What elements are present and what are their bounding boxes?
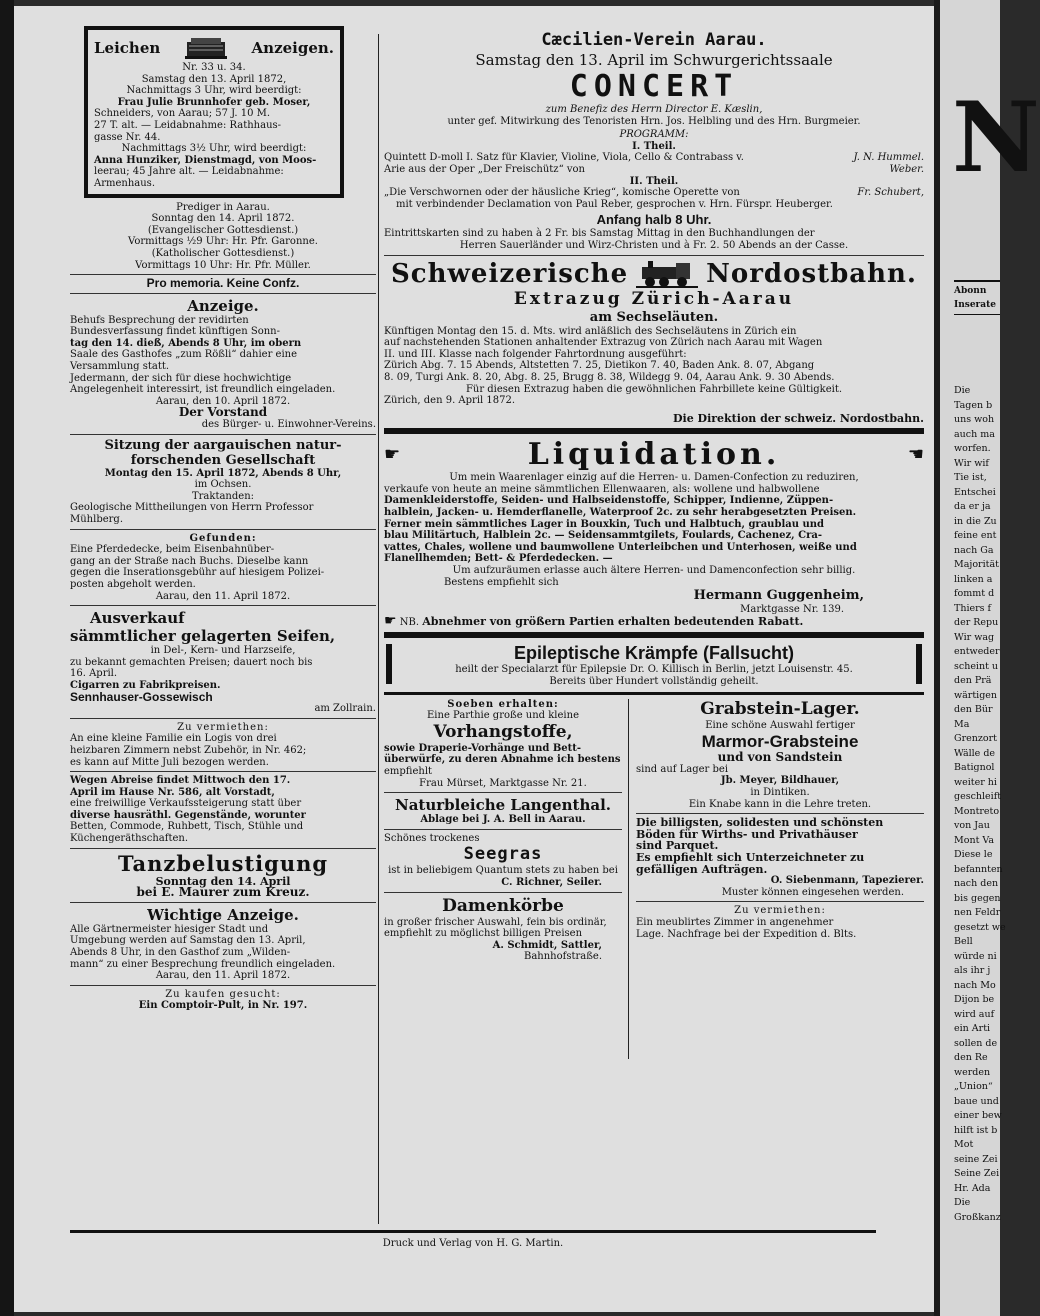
ausverkauf-title: Ausverkauf bbox=[90, 609, 185, 628]
damenkorbe-title: Damenkörbe bbox=[442, 895, 564, 916]
death-line: leerau; 45 Jahre alt. — Leidabnahme: bbox=[94, 166, 284, 178]
facing-page-line: Mot bbox=[954, 1139, 974, 1150]
nordostbahn-line: auf nachstehenden Stationen anhaltender Extrazug von Zürich nach Aarau mit Wagen bbox=[384, 337, 823, 349]
nordostbahn-title-right: Nordostbahn. bbox=[706, 258, 917, 289]
divider bbox=[70, 985, 376, 986]
concert-tickets: Herren Sauerländer und Wirz-Christen und à Fr. 2. 50 Abends an der Casse. bbox=[459, 239, 849, 251]
kaufen-title: Zu kaufen gesucht: bbox=[165, 988, 281, 1000]
anzeige-line: Saale des Gasthofes „zum Rößli“ dahier eine bbox=[70, 349, 298, 361]
facing-page-line: Bell bbox=[954, 936, 973, 947]
death-notices-numbers: Nr. 33 u. 34. bbox=[182, 62, 246, 73]
facing-page-inserate: Inserate bbox=[954, 300, 997, 310]
nordostbahn-line: Künftigen Montag den 15. d. Mts. wird anläßlich des Sechseläutens in Zürich ein bbox=[384, 325, 797, 337]
concert-item-author: Fr. Schubert, bbox=[857, 187, 924, 199]
concert-programm: PROGRAMM: bbox=[619, 129, 689, 141]
column-divider bbox=[628, 699, 629, 1059]
liquidation-line: Um mein Waarenlager einzig auf die Herren- u. Damen-Confection zu reduziren, bbox=[449, 472, 859, 484]
abreise-line: Betten, Commode, Ruhbett, Tisch, Stühle und bbox=[70, 821, 304, 833]
grabstein-line: und von Sandstein bbox=[717, 750, 843, 765]
abreise-line: Küchengeräthschaften. bbox=[70, 833, 189, 845]
concert-part-1: I. Theil. bbox=[632, 140, 676, 152]
locomotive-icon bbox=[636, 259, 698, 289]
abreise-line: diverse hausräthl. Gegenstände, worunter bbox=[70, 809, 306, 821]
facing-page-line: „Union“ bbox=[954, 1081, 993, 1092]
kaufen-notice bbox=[70, 989, 376, 1012]
divider bbox=[954, 314, 1000, 315]
parquet-line: Die billigsten, solidesten und schönsten bbox=[636, 816, 884, 830]
abreise-line: Wegen Abreise findet Mittwoch den 17. bbox=[70, 775, 291, 787]
epilepsie-line: Bereits über Hundert vollständig geheilt. bbox=[549, 676, 759, 687]
concert-start: Anfang halb 8 Uhr. bbox=[596, 212, 712, 228]
pointing-hand-left-icon: ☚ bbox=[907, 444, 924, 466]
footer-rule bbox=[70, 1230, 876, 1233]
epilepsie-title: Epileptische Krämpfe (Fallsucht) bbox=[513, 643, 795, 664]
facing-page-line: Majorität bbox=[954, 559, 999, 570]
damenkorbe-line: in großer frischer Auswahl, fein bis ordinär, bbox=[384, 916, 607, 928]
facing-page-line: feine ent bbox=[954, 530, 997, 541]
grabstein-place: in Dintiken. bbox=[750, 786, 810, 798]
facing-page-line: Mont Va bbox=[954, 834, 995, 846]
preachers-line: (Katholischer Gottesdienst.) bbox=[151, 247, 295, 259]
ausverkauf-notice bbox=[70, 609, 376, 715]
facing-page-line: von Jau bbox=[954, 820, 990, 831]
seegras-pre: Schönes trockenes bbox=[384, 832, 480, 844]
column-4 bbox=[636, 699, 924, 941]
preachers-line: Vormittags 10 Uhr: Hr. Pfr. Müller. bbox=[135, 259, 311, 271]
divider bbox=[636, 813, 924, 814]
sitzung-line: im Ochsen. bbox=[194, 479, 252, 491]
death-line: Frau Julie Brunnhofer geb. Moser, bbox=[117, 96, 311, 108]
wichtige-title: Wichtige Anzeige. bbox=[147, 905, 299, 924]
anzeige-title: Anzeige. bbox=[187, 296, 259, 315]
soeben-ad bbox=[384, 699, 622, 790]
newspaper-page bbox=[14, 6, 936, 1312]
tanz-line: bei E. Maurer zum Kreuz. bbox=[136, 885, 310, 900]
vermiethen-ad bbox=[636, 905, 924, 940]
facing-page-line: Die bbox=[954, 1197, 971, 1208]
naturbleiche-line: Ablage bei J. A. Bell in Aarau. bbox=[420, 814, 586, 826]
abreise-notice bbox=[70, 775, 376, 845]
divider bbox=[70, 434, 376, 435]
facing-page-line: würde ni bbox=[954, 950, 997, 962]
liquidation-line: verkaufe von heute an meine sämmtlichen Ellenwaaren, als: wollene und halbwollene bbox=[384, 483, 820, 495]
kaufen-line: Ein Comptoir-Pult, in Nr. 197. bbox=[138, 1000, 308, 1012]
liquidation-ad bbox=[384, 438, 924, 628]
divider bbox=[954, 280, 1000, 282]
concert-benefiz: zum Benefiz des Herrn Director E. Kæslin, bbox=[545, 104, 763, 115]
preachers-line: Vormittags ½9 Uhr: Hr. Pfr. Garonne. bbox=[128, 236, 318, 248]
naturbleiche-ad bbox=[384, 796, 622, 826]
facing-page-line: uns woh bbox=[954, 414, 995, 425]
vermiethen-title: Zu vermiethen: bbox=[177, 721, 269, 733]
facing-page-line: Seine Zei bbox=[954, 1168, 1000, 1179]
facing-page-line: gesetzt we bbox=[954, 921, 1006, 933]
pro-memoria: Pro memoria. Keine Confz. bbox=[146, 276, 300, 291]
liquidation-nb-text: Abnehmer von größern Partien erhalten bedeutenden Rabatt. bbox=[422, 614, 804, 628]
wichtige-notice bbox=[70, 906, 376, 982]
anzeige-line: Jedermann, der sich für diese hochwichtige bbox=[70, 372, 292, 384]
pointing-hand-right-icon: ☛ bbox=[384, 612, 397, 629]
anzeige-line: Behufs Besprechung der revidirten bbox=[70, 314, 249, 326]
facing-page-line: da er ja bbox=[954, 501, 991, 512]
facing-page-line: als ihr j bbox=[954, 965, 991, 976]
death-line: Schneiders, von Aarau; 57 J. 10 M. bbox=[94, 108, 271, 120]
liquidation-line: halblein, Jacken- u. Hemderflanelle, Waterproof 2c. zu sehr herabgesetzten Preisen. bbox=[384, 507, 857, 519]
facing-page-line: Wir wag bbox=[954, 631, 995, 643]
facing-page-line: Entschei bbox=[954, 486, 996, 498]
facing-page-line: baue und bbox=[954, 1095, 999, 1107]
facing-page-line: nach Mo bbox=[954, 979, 996, 991]
vermiethen-line: Ein meublirtes Zimmer in angenehmer bbox=[636, 916, 834, 928]
parquet-line: sind Parquet. bbox=[636, 839, 719, 853]
anzeige-line: tag den 14. dieß, Abends 8 Uhr, im obern bbox=[70, 337, 302, 349]
preachers-line: Sonntag den 14. April 1872. bbox=[151, 213, 295, 225]
scan-border-left bbox=[0, 0, 14, 1316]
gefunden-line: gegen die Inserationsgebühr auf hiesigem Polizei- bbox=[70, 567, 325, 579]
death-notices-box bbox=[84, 26, 344, 198]
facing-page-line: den Re bbox=[954, 1052, 988, 1063]
liquidation-line: Um aufzuräumen erlasse auch ältere Herren- und Damenconfection sehr billig. bbox=[452, 565, 856, 577]
facing-page-line: fommt d bbox=[954, 588, 995, 599]
epilepsie-bar-left bbox=[386, 644, 392, 684]
ausverkauf-line: 16. April. bbox=[70, 668, 118, 680]
facing-page-line: linken a bbox=[954, 573, 993, 585]
seegras-signature: C. Richner, Seiler. bbox=[501, 876, 602, 888]
facing-page-line: Montreto bbox=[954, 805, 1000, 817]
grabstein-line: sind auf Lager bei bbox=[636, 763, 729, 775]
facing-page-line: hilft ist b bbox=[954, 1124, 998, 1136]
facing-page-text bbox=[954, 384, 1006, 1225]
tanz-title: Tanzbelustigung bbox=[117, 850, 329, 876]
facing-page-abonn: Abonn bbox=[954, 286, 987, 296]
death-line: Samstag den 13. April 1872, bbox=[141, 73, 287, 85]
anzeige-signature-org: des Bürger- u. Einwohner-Vereins. bbox=[201, 419, 376, 431]
soeben-title: Soeben erhalten: bbox=[447, 698, 559, 710]
facing-page-line: Grenzort bbox=[954, 733, 997, 744]
vermiethen-title: Zu vermiethen: bbox=[734, 905, 826, 917]
facing-page-line: auch ma bbox=[954, 428, 995, 440]
death-notices-header-right: Anzeigen. bbox=[251, 39, 334, 57]
facing-page-line: Tie ist, bbox=[954, 472, 987, 483]
sitzung-line: Montag den 15. April 1872, Abends 8 Uhr, bbox=[104, 467, 342, 479]
facing-page-line: werden bbox=[954, 1066, 991, 1078]
vermiethen-line: es kann auf Mitte Juli bezogen werden. bbox=[70, 756, 269, 768]
concert-part-2: II. Theil. bbox=[629, 175, 679, 187]
facing-page-line: den Prä bbox=[954, 675, 992, 686]
abreise-line: eine freiwillige Verkaufssteigerung statt über bbox=[70, 798, 302, 810]
death-line: 27 T. alt. — Leidabnahme: Rathhaus- bbox=[94, 119, 282, 131]
soeben-line: empfiehlt bbox=[384, 765, 433, 777]
ausverkauf-firm: Sennhauser-Gossewisch bbox=[70, 689, 213, 704]
liquidation-title: Liquidation. bbox=[527, 437, 781, 473]
nordostbahn-subtitle: am Sechseläuten. bbox=[589, 309, 719, 325]
pointing-hand-right-icon: ☛ bbox=[384, 444, 401, 466]
facing-page-line: Tagen b bbox=[954, 399, 993, 411]
facing-page-line: befannten bbox=[954, 863, 1003, 875]
facing-page-line: einer bew bbox=[954, 1110, 1002, 1121]
tanz-notice bbox=[70, 852, 376, 899]
gefunden-line: Aarau, den 11. April 1872. bbox=[155, 590, 291, 602]
ausverkauf-place: am Zollrain. bbox=[314, 703, 376, 715]
grabstein-title: Grabstein-Lager. bbox=[700, 698, 860, 719]
facing-page-line: Die bbox=[954, 385, 971, 396]
damenkorbe-signature: A. Schmidt, Sattler, bbox=[492, 939, 602, 951]
death-line: Nachmittags 3 Uhr, wird beerdigt: bbox=[126, 85, 302, 97]
preachers-line: (Evangelischer Gottesdienst.) bbox=[147, 224, 299, 236]
grabstein-signature: Jb. Meyer, Bildhauer, bbox=[720, 775, 840, 787]
gefunden-line: posten abgeholt werden. bbox=[70, 578, 196, 590]
column-divider bbox=[378, 34, 379, 1224]
concert-ad bbox=[384, 30, 924, 252]
tanz-line: Sonntag den 14. April bbox=[155, 874, 291, 888]
vermiethen-line: An eine kleine Familie ein Logis von drei bbox=[70, 733, 277, 745]
anzeige-line: Bundesverfassung findet künftigen Sonn- bbox=[70, 326, 280, 338]
concert-program-item bbox=[384, 187, 924, 199]
divider bbox=[384, 792, 622, 793]
nordostbahn-title-left: Schweizerische bbox=[391, 258, 629, 289]
liquidation-line: Flanellhemden; Bett- & Pferdedecken. — bbox=[384, 553, 613, 565]
death-line: Anna Hunziker, Dienstmagd, von Moos- bbox=[94, 154, 317, 166]
anzeige-notice bbox=[70, 297, 376, 431]
soeben-line: Eine Parthie große und kleine bbox=[427, 710, 579, 722]
bottom-ads bbox=[384, 699, 924, 1069]
facing-page-line: Wälle de bbox=[954, 747, 996, 759]
facing-page-line: Ma bbox=[954, 718, 970, 730]
soeben-line: sowie Draperie-Vorhänge und Bett- bbox=[384, 742, 582, 754]
sitzung-line: Geologische Mittheilungen von Herrn Professor bbox=[70, 502, 314, 514]
facing-page-line: den Bür bbox=[954, 704, 993, 715]
imprint: Druck und Verlag von H. G. Martin. bbox=[382, 1238, 564, 1249]
seegras-ad bbox=[384, 833, 622, 889]
facing-page-line: nach den bbox=[954, 878, 999, 889]
liquidation-nb-label: NB. bbox=[399, 616, 420, 628]
gefunden-line: Eine Pferdedecke, beim Eisenbahnüber- bbox=[70, 544, 275, 556]
concert-date: Samstag den 13. April im Schwurgerichtssaale bbox=[475, 51, 833, 69]
facing-page-edge bbox=[940, 0, 1040, 1316]
damenkorbe-ad bbox=[384, 896, 622, 963]
vermiethen-line: Lage. Nachfrage bei der Expedition d. Blts. bbox=[636, 928, 857, 940]
concert-program-item bbox=[384, 164, 924, 176]
parquet-line: Böden für Wirths- und Privathäuser bbox=[636, 827, 858, 841]
facing-page-line: worfen. bbox=[954, 443, 991, 454]
facing-page-line: Hr. Ada bbox=[954, 1182, 991, 1194]
wichtige-line: Umgebung werden auf Samstag den 13. April, bbox=[70, 935, 306, 947]
facing-page-line: weiter hi bbox=[954, 776, 997, 788]
wichtige-line: Aarau, den 11. April 1872. bbox=[155, 970, 291, 982]
concert-item-text: Quintett D-moll I. Satz für Klavier, Violine, Viola, Cello & Contrabass v. bbox=[384, 152, 744, 164]
anzeige-line: Aarau, den 10. April 1872. bbox=[155, 395, 291, 407]
facing-page-line: sollen de bbox=[954, 1037, 998, 1049]
nordostbahn-line: Zürich Abg. 7. 15 Abends, Altstetten 7. 25, Dietikon 7. 40, Baden Ank. 8. 07, Abgang bbox=[384, 360, 815, 372]
facing-page-line: Dijon be bbox=[954, 994, 995, 1005]
soeben-big: Vorhangstoffe, bbox=[433, 721, 573, 742]
concert-item-text: Arie aus der Oper „Der Freischütz“ von bbox=[384, 163, 585, 175]
liquidation-nb bbox=[384, 612, 924, 629]
damenkorbe-line: empfiehlt zu möglichst billigen Preisen bbox=[384, 928, 583, 940]
facing-page-line: nen Feldr bbox=[954, 907, 1001, 918]
divider bbox=[70, 529, 376, 530]
facing-page-line: Wir wif bbox=[954, 457, 989, 469]
column-left bbox=[70, 26, 376, 1012]
sitzung-title: Sitzung der aargauischen natur- bbox=[104, 437, 342, 453]
sitzung-line: Mühlberg. bbox=[70, 514, 123, 525]
facing-page-initial: N bbox=[952, 81, 1040, 194]
facing-page-line: nach Ga bbox=[954, 544, 994, 556]
divider bbox=[70, 718, 376, 719]
parquet-ad bbox=[636, 817, 924, 898]
vermiethen-line: heizbaren Zimmern nebst Zubehör, in Nr. 462; bbox=[70, 744, 307, 756]
facing-page-line: wärtigen bbox=[954, 689, 998, 701]
concert-item-author: Weber. bbox=[889, 163, 924, 175]
liquidation-name: Hermann Guggenheim, bbox=[693, 588, 864, 604]
sitzung-line: Traktanden: bbox=[191, 490, 255, 502]
facing-page-line: in die Zu bbox=[954, 515, 997, 527]
divider bbox=[70, 771, 376, 772]
divider-thick bbox=[384, 428, 924, 434]
wichtige-line: Abends 8 Uhr, in den Gasthof zum „Wilden- bbox=[70, 947, 291, 959]
nordostbahn-line: II. und III. Klasse nach folgender Fahrtordnung ausgeführt: bbox=[384, 348, 687, 360]
divider bbox=[70, 293, 376, 294]
liquidation-line: blau Militärtuch, Halblein 2c. — Seidensammtgilets, Foulards, Cachenez, Cra- bbox=[384, 530, 822, 542]
vermiethen-notice bbox=[70, 722, 376, 768]
nordostbahn-line: 8. 09, Turgi Ank. 8. 20, Abg. 8. 25, Brugg 8. 38, Wildegg 9. 04, Aarau Ank. 9. 30 Abends. bbox=[384, 371, 835, 383]
anzeige-signature: Der Vorstand bbox=[178, 405, 268, 420]
divider bbox=[384, 892, 622, 893]
seegras-line: ist in beliebigem Quantum stets zu haben bei bbox=[388, 865, 618, 877]
nordostbahn-line: Für diesen Extrazug haben die gewöhnlichen Fahrbillete keine Gültigkeit. bbox=[465, 383, 843, 395]
epilepsie-ad bbox=[384, 632, 924, 694]
death-line: Armenhaus. bbox=[94, 177, 155, 189]
parquet-line: gefälligen Aufträgen. bbox=[636, 862, 768, 876]
parquet-signature: O. Siebenmann, Tapezierer. bbox=[770, 875, 924, 887]
facing-page-line: Batignol bbox=[954, 762, 995, 773]
preachers-title: Prediger in Aarau. bbox=[176, 201, 270, 213]
anzeige-line: Angelegenheit interessirt, ist freundlich eingeladen. bbox=[70, 384, 336, 396]
ausverkauf-line: in Del-, Kern- und Harzseife, bbox=[150, 645, 296, 657]
facing-page-line: Diese le bbox=[954, 849, 993, 860]
wichtige-line: Alle Gärtnermeister hiesiger Stadt und bbox=[70, 923, 269, 935]
facing-page-line: seine Zei bbox=[954, 1153, 998, 1165]
gefunden-notice bbox=[70, 533, 376, 603]
nordostbahn-ad bbox=[384, 259, 924, 425]
facing-page-line: bis gegen bbox=[954, 892, 1001, 904]
column-right bbox=[384, 30, 924, 1069]
gefunden-line: gang an der Straße nach Buchs. Dieselbe kann bbox=[70, 555, 309, 567]
divider bbox=[384, 255, 924, 256]
ausverkauf-cigarren: Cigarren zu Fabrikpreisen. bbox=[70, 679, 221, 691]
concert-item-author: J. N. Hummel. bbox=[853, 152, 924, 164]
grabstein-big: Marmor-Grabsteine bbox=[701, 732, 859, 752]
soeben-line: überwürfe, zu deren Abnahme ich bestens bbox=[384, 754, 621, 766]
parquet-line: Es empfiehlt sich Unterzeichneter zu bbox=[636, 850, 865, 864]
liquidation-line: Damenkleiderstoffe, Seiden- und Halbseidenstoffe, Schipper, Indienne, Züppen- bbox=[384, 495, 834, 507]
facing-page-line: Großkanz bbox=[954, 1211, 1001, 1223]
grabstein-lehre: Ein Knabe kann in die Lehre treten. bbox=[688, 798, 872, 810]
nordostbahn-signature: Die Direktion der schweiz. Nordostbahn. bbox=[673, 411, 924, 425]
column-3 bbox=[384, 699, 622, 963]
facing-page-line: Thiers f bbox=[954, 602, 992, 614]
liquidation-address: Marktgasse Nr. 139. bbox=[740, 604, 844, 616]
grabstein-ad bbox=[636, 699, 924, 811]
parquet-muster: Muster können eingesehen werden. bbox=[721, 886, 904, 898]
epilepsie-bar-right bbox=[916, 644, 922, 684]
nordostbahn-line: Zürich, den 9. April 1872. bbox=[384, 395, 516, 407]
divider bbox=[70, 605, 376, 606]
wichtige-line: mann“ zu einer Besprechung freundlich eingeladen. bbox=[70, 958, 336, 970]
concert-item-text: „Die Verschwornen oder der häusliche Krieg“, komische Operette von bbox=[384, 187, 740, 199]
ausverkauf-line: zu bekannt gemachten Preisen; dauert noch bis bbox=[70, 656, 313, 668]
facing-page-line: der Repu bbox=[954, 617, 999, 628]
liquidation-line: vattes, Chales, wollene und baumwollene Unterleibchen und Unterhosen, weiße und bbox=[384, 541, 857, 553]
concert-tickets: Eintrittskarten sind zu haben à 2 Fr. bis Samstag Mittag in den Buchhandlungen der bbox=[384, 228, 815, 240]
divider bbox=[70, 274, 376, 275]
facing-page-line: entweder bbox=[954, 646, 1000, 657]
concert-mitwirkung: unter gef. Mitwirkung des Tenoristen Hrn. Jos. Helbling und des Hrn. Burgmeier. bbox=[447, 115, 861, 127]
coffin-icon bbox=[183, 34, 229, 62]
divider bbox=[70, 848, 376, 849]
facing-page-line: geschleift bbox=[954, 791, 1002, 802]
concert-program-item bbox=[384, 152, 924, 164]
facing-page-line: ein Arti bbox=[954, 1023, 991, 1034]
concert-heading: CONCERT bbox=[569, 69, 739, 104]
facing-page-line: scheint u bbox=[954, 660, 999, 672]
divider bbox=[70, 902, 376, 903]
damenkorbe-place: Bahnhofstraße. bbox=[523, 951, 602, 963]
divider bbox=[636, 901, 924, 902]
abreise-line: April im Hause Nr. 586, alt Vorstadt, bbox=[70, 786, 275, 798]
facing-page-line: wird auf bbox=[954, 1008, 995, 1020]
sitzung-title: forschenden Gesellschaft bbox=[130, 452, 316, 468]
anzeige-line: Versammlung statt. bbox=[70, 361, 170, 373]
preachers-notice bbox=[70, 202, 376, 272]
soeben-signature: Frau Mürset, Marktgasse Nr. 21. bbox=[419, 777, 587, 789]
ausverkauf-title: sämmtlicher gelagerten Seifen, bbox=[70, 627, 336, 646]
nordostbahn-extrazug: Extrazug Zürich-Aarau bbox=[513, 288, 795, 309]
gefunden-title: Gefunden: bbox=[189, 532, 257, 544]
seegras-title: Seegras bbox=[463, 844, 543, 865]
grabstein-line: Eine schöne Auswahl fertiger bbox=[705, 719, 855, 731]
concert-program-item: mit verbindender Declamation von Paul Reber, gesprochen v. Hrn. Fürspr. Heuberger. bbox=[396, 198, 833, 210]
divider bbox=[384, 829, 622, 830]
death-line: Nachmittags 3½ Uhr, wird beerdigt: bbox=[121, 143, 307, 155]
naturbleiche-title: Naturbleiche Langenthal. bbox=[395, 796, 611, 815]
concert-title: Cæcilien-Verein Aarau. bbox=[541, 30, 767, 50]
death-notices-header-left: Leichen bbox=[94, 39, 161, 57]
sitzung-notice bbox=[70, 438, 376, 526]
death-line: gasse Nr. 44. bbox=[94, 131, 161, 143]
liquidation-line: Bestens empfiehlt sich bbox=[444, 576, 559, 588]
liquidation-line: Ferner mein sämmtliches Lager in Bouxkin, Tuch und Halbtuch, graublau und bbox=[384, 518, 825, 530]
epilepsie-line: heilt der Specialarzt für Epilepsie Dr. O. Killisch in Berlin, jetzt Louisenstr. 45. bbox=[455, 664, 853, 676]
